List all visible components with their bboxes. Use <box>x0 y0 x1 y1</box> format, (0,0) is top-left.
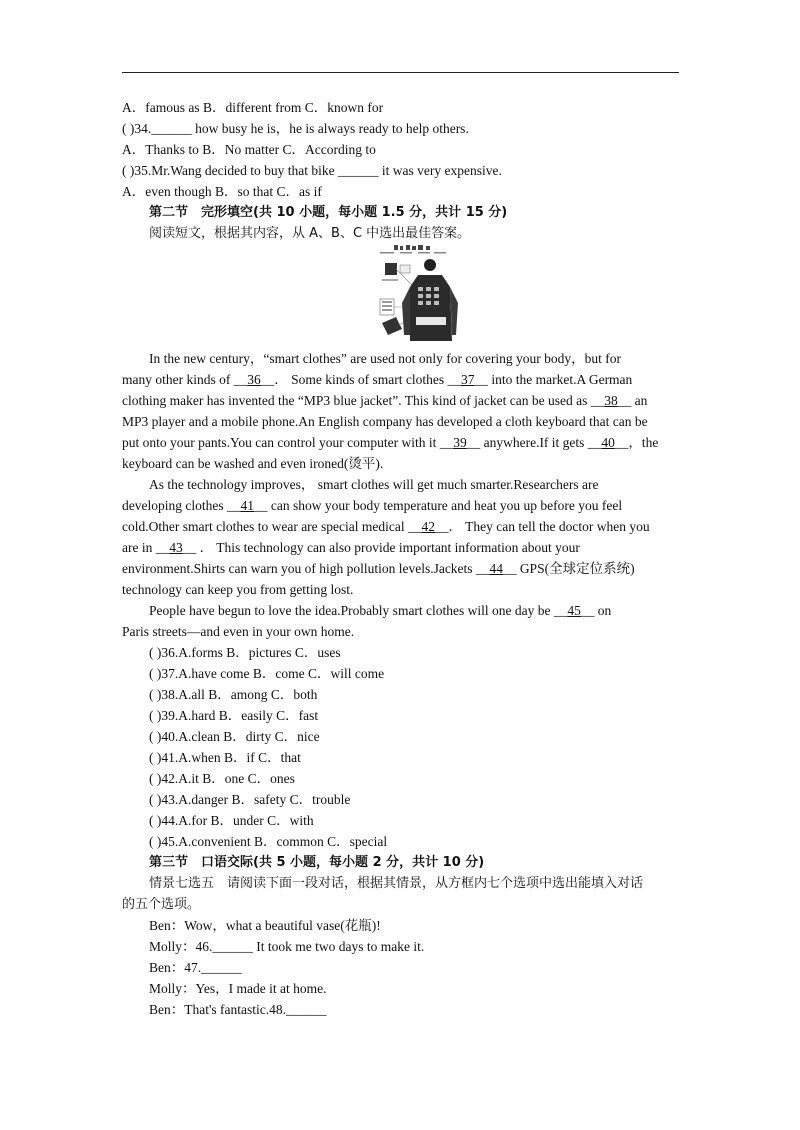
blank-39: 39 <box>453 435 467 450</box>
dialogue-line-1: Ben：Wow，what a beautiful vase(花瓶)! <box>149 918 381 933</box>
section3-title: 第三节 口语交际(共 5 小题，每小题 2 分，共计 10 分) <box>149 855 485 870</box>
passage-p3-line1: People have begun to love the idea.Probably smart clothes will one day be __45__ on <box>149 603 612 618</box>
option-line-33: A．famous as B．different from C．known for <box>122 100 384 115</box>
blank-40: 40 <box>601 435 615 450</box>
cloze-question-45: ( )45.A.convenient B．common C．special <box>149 834 388 849</box>
blank-41: 41 <box>240 498 254 513</box>
section2-instruction: 阅读短文，根据其内容，从 A、B、C 中选出最佳答案。 <box>149 226 471 241</box>
passage-p2-line6: technology can keep you from getting lost. <box>122 582 354 597</box>
cloze-question-42: ( )42.A.it B．one C．ones <box>149 771 295 786</box>
dialogue-line-3: Ben：47.______ <box>149 960 242 975</box>
passage-p2-line2: developing clothes __41__ can show your body temperature and heat you up before you feel <box>122 498 623 513</box>
cloze-question-37: ( )37.A.have come B．come C．will come <box>149 666 385 681</box>
section3-instruction-line2: 的五个选项。 <box>122 897 201 912</box>
cloze-question-44: ( )44.A.for B．under C．with <box>149 813 314 828</box>
blank-45: 45 <box>567 603 581 618</box>
passage-p2-line3: cold.Other smart clothes to wear are special medical __42__． They can tell the doctor when you <box>122 519 650 534</box>
passage-p2-line1: As the technology improves， smart clothes will get much smarter.Researchers are <box>149 477 599 492</box>
passage-p1-line5: put onto your pants.You can control your computer with it __39__ anywhere.If it gets __40__，the <box>122 435 659 450</box>
passage-p1-line4: MP3 player and a mobile phone.An English company has developed a cloth keyboard that can be <box>122 414 648 429</box>
dialogue-line-5: Ben：That's fantastic.48.______ <box>149 1002 327 1017</box>
passage-p1-line1: In the new century，“smart clothes” are used not only for covering your body，but for <box>149 351 621 366</box>
blank-37: 37 <box>460 372 475 387</box>
blank-44: 44 <box>489 561 503 576</box>
blank-38: 38 <box>604 393 618 408</box>
dialogue-line-2: Molly：46.______ It took me two days to make it. <box>149 939 425 954</box>
passage-p1-line2: many other kinds of __36__． Some kinds of smart clothes __37__ into the market.A German <box>122 372 633 387</box>
option-line-35: A．even though B．so that C．as if <box>122 184 322 199</box>
cloze-question-36: ( )36.A.forms B．pictures C．uses <box>149 645 341 660</box>
cloze-question-40: ( )40.A.clean B．dirty C．nice <box>149 729 320 744</box>
cloze-question-43: ( )43.A.danger B．safety C．trouble <box>149 792 351 807</box>
cloze-question-41: ( )41.A.when B．if C．that <box>149 750 301 765</box>
section2-title: 第二节 完形填空(共 10 小题，每小题 1.5 分，共计 15 分) <box>149 205 508 220</box>
smart-clothes-illustration <box>372 243 462 343</box>
passage-p1-line3: clothing maker has invented the “MP3 blue jacket”. This kind of jacket can be used as __38__ an <box>122 393 648 408</box>
passage-p2-line4: are in __43__ ． This technology can also provide important information about your <box>122 540 580 555</box>
passage-p2-line5: environment.Shirts can warn you of high pollution levels.Jackets __44__ GPS(全球定位系统) <box>122 561 635 576</box>
question-34: ( )34.______ how busy he is，he is always ready to help others. <box>122 121 469 136</box>
blank-36: 36 <box>247 372 261 387</box>
blank-42: 42 <box>421 519 436 534</box>
question-35: ( )35.Mr.Wang decided to buy that bike ______ it was very expensive. <box>122 163 502 178</box>
header-rule <box>122 72 679 73</box>
blank-43: 43 <box>169 540 183 555</box>
passage-p3-line2: Paris streets—and even in your own home. <box>122 624 355 639</box>
passage-p1-line6: keyboard can be washed and even ironed(烫平). <box>122 456 384 471</box>
cloze-question-38: ( )38.A.all B．among C．both <box>149 687 318 702</box>
cloze-question-39: ( )39.A.hard B．easily C．fast <box>149 708 319 723</box>
option-line-34: A．Thanks to B．No matter C．According to <box>122 142 376 157</box>
section3-instruction-line1: 情景七选五 请阅读下面一段对话，根据其情景，从方框内七个选项中选出能填入对话 <box>149 876 644 891</box>
dialogue-line-4: Molly：Yes，I made it at home. <box>149 981 327 996</box>
